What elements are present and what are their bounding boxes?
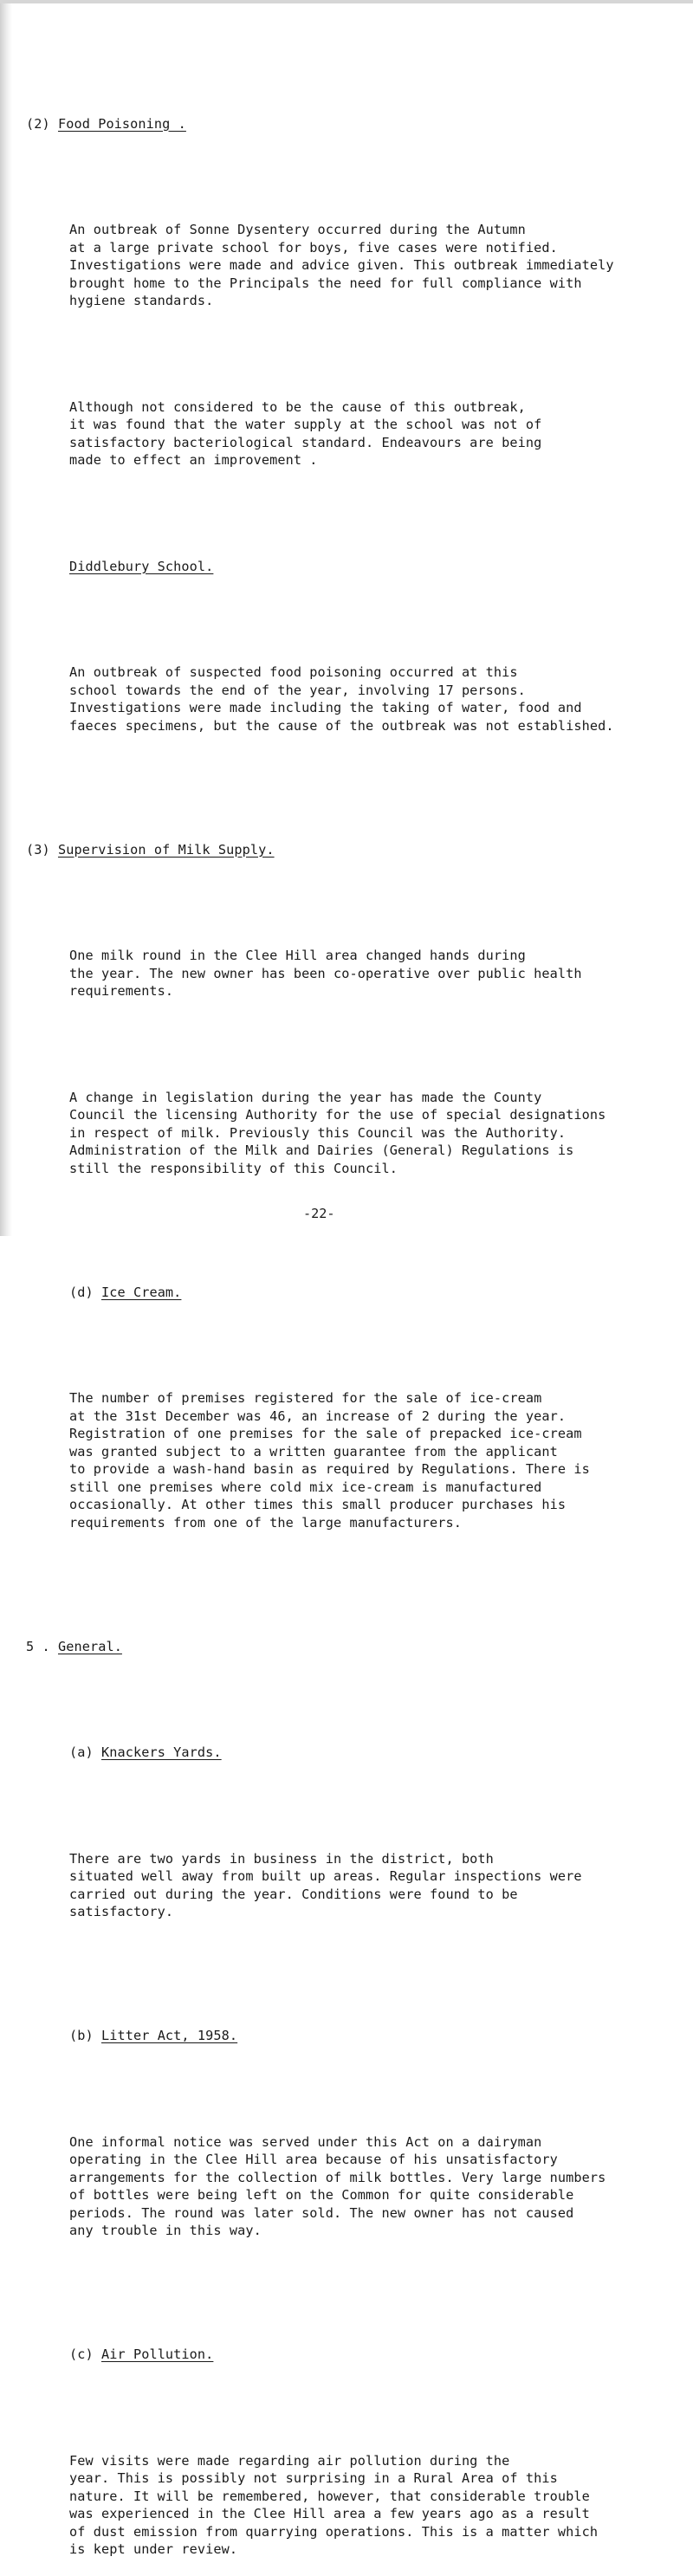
- paragraph-milk-round: One milk round in the Clee Hill area changed hands during the year. The new owner has been co-operative over public health requirements.: [69, 948, 582, 999]
- paragraph-water-supply: Although not considered to be the cause of this outbreak, it was found that the water supply at the school was not of satisfactory bacteriological standard. Endeavours are being made to effect an improvement .: [69, 398, 542, 468]
- heading-number: (a): [69, 1744, 101, 1760]
- document-page: [26, 9, 693, 2576]
- heading-title: Food Poisoning .: [57, 115, 186, 132]
- heading-title: Ice Cream.: [100, 1284, 182, 1300]
- heading-title: General.: [57, 1638, 122, 1654]
- heading-number: (c): [69, 2346, 101, 2362]
- heading-number: (2): [26, 115, 58, 132]
- heading-number: (b): [69, 2028, 101, 2043]
- paragraph-ice-cream: The number of premises registered for the sale of ice-cream at the 31st December was 46, an increase of 2 during the year. Registration of one premises for the sale of prepacked ice-cream was granted subject to a written guarantee from the applicant to provide a wash-hand basin as required by Regulations. There is still one premises where cold mix ice-cream is manufactured occasionally. At other times this small producer purchases his requirements from one of the large manufacturers.: [69, 1390, 590, 1531]
- heading-litter-act: [26, 2027, 693, 2045]
- scan-top-border: [0, 0, 693, 3]
- heading-ice-cream: [26, 1284, 693, 1302]
- scan-edge-shadow: [0, 0, 12, 1236]
- paragraph-diddlebury: An outbreak of suspected food poisoning occurred at this school towards the end of the year, involving 17 persons. Investigations were made including the taking of water, food and faeces specimens, but the cause of the outbreak was not established.: [69, 664, 614, 734]
- heading-title: Supervision of Milk Supply.: [57, 841, 275, 858]
- heading-number: (3): [26, 841, 58, 858]
- paragraph-sonne-dysentery: An outbreak of Sonne Dysentery occurred during the Autumn at a large private school for boys, five cases were notified. Investigations were made and advice given. This outbreak immediately brought home to the Principals the need for full compliance with hygiene standards.: [69, 222, 614, 308]
- paragraph-litter: One informal notice was served under this Act on a dairyman operating in the Clee Hill area because of his unsatisfactory arrangements for the collection of milk bottles. Very large numbers of bottles were being left on the Common for quite considerable periods. The round was later sold. The new owner has not caused any trouble in this way.: [69, 2133, 606, 2238]
- heading-food-poisoning: [26, 115, 693, 133]
- heading-number: 5 .: [26, 1638, 58, 1654]
- heading-title: Air Pollution.: [100, 2346, 214, 2362]
- heading-knackers-yards: [26, 1744, 693, 1762]
- heading-number: (d): [69, 1284, 101, 1300]
- paragraph-knackers: There are two yards in business in the district, both situated well away from built up areas. Regular inspections were carried out during the year. Conditions were found to be satisfactory.: [69, 1850, 582, 1919]
- subheading-title: Diddlebury School.: [69, 558, 214, 574]
- page-number: -22-: [303, 1206, 335, 1221]
- paragraph-legislation: A change in legislation during the year has made the County Council the licensing Authority for the use of special designations in respect of milk. Previously this Council was the Authority. Administration of the Milk and Dairies (General) Regulations is still the responsibility of this Council.: [69, 1089, 606, 1176]
- heading-milk-supply: [26, 841, 693, 859]
- paragraph-air-pollution: Few visits were made regarding air pollution during the year. This is possibly not surprising in a Rural Area of this nature. It will be remembered, however, that considerable trouble was experienced in the Clee Hill area a few years ago as a result of dust emission from quarrying operations. This is a matter which is kept under review.: [69, 2452, 599, 2557]
- heading-diddlebury-school: [26, 558, 693, 576]
- heading-title: Litter Act, 1958.: [100, 2028, 238, 2043]
- heading-air-pollution: [26, 2346, 693, 2364]
- heading-general: [26, 1638, 693, 1656]
- heading-title: Knackers Yards.: [100, 1744, 222, 1760]
